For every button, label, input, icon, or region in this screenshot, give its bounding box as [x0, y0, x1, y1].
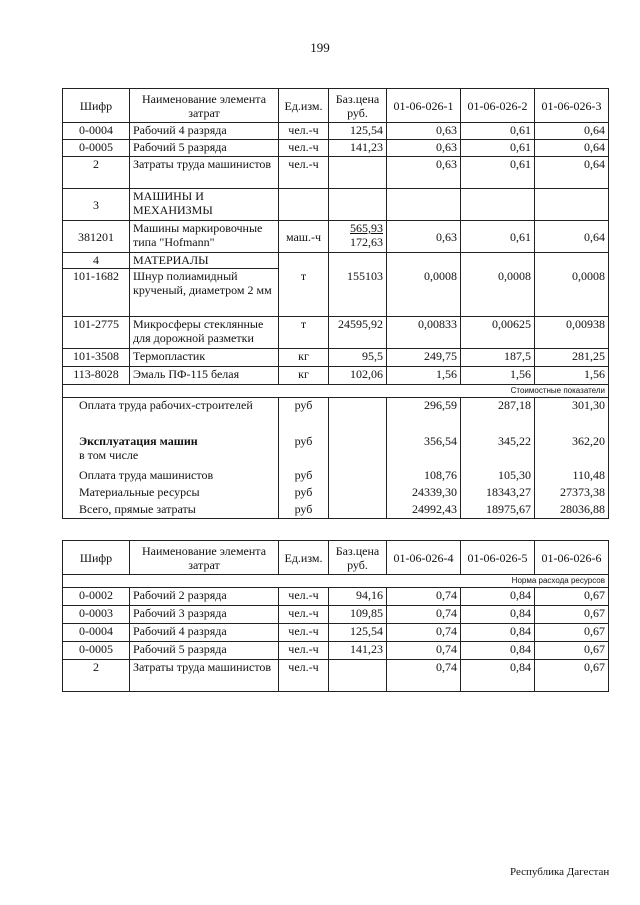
section-code: 4 — [63, 253, 130, 269]
column-header-code: Шифр — [63, 89, 130, 123]
table-row — [63, 349, 609, 367]
empty-cell — [329, 189, 387, 221]
resource-table-2 — [62, 540, 609, 692]
row-price: 109,85 — [329, 606, 387, 624]
summary-row — [63, 468, 609, 485]
row-code: 0-0005 — [63, 642, 130, 660]
empty-cell — [535, 189, 609, 221]
column-header-norm-3: 01-06-026-3 — [535, 89, 609, 123]
summary-label: Материальные ресурсы — [63, 485, 279, 502]
empty-cell — [329, 468, 387, 485]
summary-unit: руб — [279, 398, 329, 434]
empty-cell — [387, 253, 461, 269]
row-name: Термопластик — [130, 349, 279, 367]
table-row — [63, 140, 609, 157]
row-value-3: 0,67 — [535, 624, 609, 642]
empty-cell — [329, 434, 387, 468]
row-value-2: 0,84 — [461, 642, 535, 660]
row-price: 141,23 — [329, 140, 387, 157]
column-header-name: Наименование элемента затрат — [130, 541, 279, 575]
row-name: Затраты труда машинистов — [130, 660, 279, 692]
section-header-row — [63, 253, 609, 269]
row-value-2: 0,61 — [461, 157, 535, 189]
table-header-row — [63, 541, 609, 575]
row-code: 0-0005 — [63, 140, 130, 157]
resource-table-1 — [62, 88, 609, 519]
row-value-2: 0,84 — [461, 660, 535, 692]
row-value-3: 1,56 — [535, 367, 609, 385]
row-unit: маш.-ч — [279, 221, 329, 253]
row-value-1: 0,74 — [387, 606, 461, 624]
row-value-1: 0,63 — [387, 140, 461, 157]
section-header-row — [63, 189, 609, 221]
row-unit: кг — [279, 367, 329, 385]
row-value-1: 0,74 — [387, 588, 461, 606]
row-value-3: 0,67 — [535, 660, 609, 692]
row-code: 0-0004 — [63, 123, 130, 140]
row-code: 113-8028 — [63, 367, 130, 385]
row-unit: т — [279, 269, 329, 317]
row-price: 102,06 — [329, 367, 387, 385]
row-value-2: 0,84 — [461, 606, 535, 624]
summary-value-1: 108,76 — [387, 468, 461, 485]
table-row — [63, 660, 609, 692]
section-title: МАТЕРИАЛЫ — [130, 253, 279, 269]
row-value-1: 0,00833 — [387, 317, 461, 349]
empty-cell — [461, 189, 535, 221]
summary-row — [63, 485, 609, 502]
summary-value-2: 345,22 — [461, 434, 535, 468]
row-name: Рабочий 5 разряда — [130, 140, 279, 157]
row-unit: чел.-ч — [279, 624, 329, 642]
summary-value-1: 296,59 — [387, 398, 461, 434]
table-row — [63, 317, 609, 349]
row-value-3: 0,64 — [535, 123, 609, 140]
row-value-2: 0,00625 — [461, 317, 535, 349]
empty-cell — [329, 398, 387, 434]
summary-value-3: 27373,38 — [535, 485, 609, 502]
row-price: 95,5 — [329, 349, 387, 367]
empty-cell — [329, 502, 387, 519]
row-unit: чел.-ч — [279, 157, 329, 189]
table-row — [63, 221, 609, 253]
row-code: 2 — [63, 157, 130, 189]
summary-row — [63, 434, 609, 468]
column-header-unit: Ед.изм. — [279, 89, 329, 123]
row-value-1: 0,63 — [387, 123, 461, 140]
row-value-2: 0,61 — [461, 140, 535, 157]
summary-label: Оплата труда машинистов — [63, 468, 279, 485]
section-code: 3 — [63, 189, 130, 221]
row-price: 155103 — [329, 269, 387, 317]
summary-value-3: 301,30 — [535, 398, 609, 434]
row-price: 94,16 — [329, 588, 387, 606]
row-code: 101-3508 — [63, 349, 130, 367]
table-row — [63, 642, 609, 660]
row-value-3: 0,00938 — [535, 317, 609, 349]
summary-label: Всего, прямые затраты — [63, 502, 279, 519]
row-value-3: 0,64 — [535, 157, 609, 189]
row-price — [329, 660, 387, 692]
summary-value-3: 110,48 — [535, 468, 609, 485]
row-value-3: 0,67 — [535, 642, 609, 660]
row-price — [329, 221, 387, 253]
table-row — [63, 624, 609, 642]
table-row — [63, 123, 609, 140]
column-header-price: Баз.цена руб. — [329, 89, 387, 123]
caption-row — [63, 575, 609, 588]
summary-value-1: 24992,43 — [387, 502, 461, 519]
row-unit: чел.-ч — [279, 660, 329, 692]
row-unit: чел.-ч — [279, 642, 329, 660]
norm-caption: Норма расхода ресурсов — [63, 575, 609, 588]
summary-sublabel: в том числе — [79, 447, 139, 462]
summary-value-1: 356,54 — [387, 434, 461, 468]
row-value-1: 0,74 — [387, 660, 461, 692]
row-unit: чел.-ч — [279, 606, 329, 624]
empty-cell — [329, 485, 387, 502]
summary-value-3: 28036,88 — [535, 502, 609, 519]
row-price: 125,54 — [329, 624, 387, 642]
row-name: Рабочий 4 разряда — [130, 624, 279, 642]
row-unit: кг — [279, 349, 329, 367]
row-price-underlined: 565,93 — [350, 221, 383, 235]
row-code: 101-2775 — [63, 317, 130, 349]
row-unit: чел.-ч — [279, 588, 329, 606]
empty-cell — [329, 253, 387, 269]
row-value-2: 0,0008 — [461, 269, 535, 317]
summary-value-2: 18975,67 — [461, 502, 535, 519]
empty-cell — [535, 253, 609, 269]
column-header-price: Баз.цена руб. — [329, 541, 387, 575]
column-header-norm-1: 01-06-026-1 — [387, 89, 461, 123]
row-value-1: 1,56 — [387, 367, 461, 385]
summary-value-3: 362,20 — [535, 434, 609, 468]
row-value-1: 0,0008 — [387, 269, 461, 317]
row-code: 0-0003 — [63, 606, 130, 624]
row-value-1: 0,74 — [387, 642, 461, 660]
table-row — [63, 269, 609, 317]
page-footer: Республика Дагестан — [510, 866, 610, 878]
table-row — [63, 588, 609, 606]
row-name: Рабочий 3 разряда — [130, 606, 279, 624]
row-value-2: 0,84 — [461, 624, 535, 642]
summary-value-1: 24339,30 — [387, 485, 461, 502]
summary-label: Эксплуатация машин — [79, 433, 198, 448]
summary-label: Оплата труда рабочих-строителей — [63, 398, 279, 434]
row-value-1: 0,74 — [387, 624, 461, 642]
table-header-row — [63, 89, 609, 123]
row-value-1: 0,63 — [387, 157, 461, 189]
summary-unit: руб — [279, 502, 329, 519]
column-header-norm-2: 01-06-026-2 — [461, 89, 535, 123]
row-name: Эмаль ПФ-115 белая — [130, 367, 279, 385]
empty-cell — [279, 189, 329, 221]
summary-row — [63, 398, 609, 434]
empty-cell — [279, 253, 329, 269]
summary-unit: руб — [279, 468, 329, 485]
summary-value-2: 18343,27 — [461, 485, 535, 502]
summary-label-cell — [63, 434, 279, 468]
row-value-3: 281,25 — [535, 349, 609, 367]
row-price — [329, 157, 387, 189]
row-code: 0-0002 — [63, 588, 130, 606]
caption-row — [63, 385, 609, 398]
column-header-name: Наименование элемента затрат — [130, 89, 279, 123]
row-code: 0-0004 — [63, 624, 130, 642]
row-code: 101-1682 — [63, 269, 130, 317]
row-name: Затраты труда машинистов — [130, 157, 279, 189]
table-row — [63, 367, 609, 385]
row-value-1: 249,75 — [387, 349, 461, 367]
row-value-2: 0,61 — [461, 221, 535, 253]
column-header-norm-1: 01-06-026-4 — [387, 541, 461, 575]
row-value-2: 0,84 — [461, 588, 535, 606]
row-value-1: 0,63 — [387, 221, 461, 253]
row-value-3: 0,67 — [535, 588, 609, 606]
row-unit: чел.-ч — [279, 140, 329, 157]
row-name: Рабочий 2 разряда — [130, 588, 279, 606]
summary-value-2: 105,30 — [461, 468, 535, 485]
row-value-3: 0,64 — [535, 140, 609, 157]
row-value-3: 0,67 — [535, 606, 609, 624]
row-value-3: 0,0008 — [535, 269, 609, 317]
section-title: МАШИНЫ И МЕХАНИЗМЫ — [130, 189, 279, 221]
row-name: Рабочий 4 разряда — [130, 123, 279, 140]
summary-unit: руб — [279, 485, 329, 502]
summary-value-2: 287,18 — [461, 398, 535, 434]
table-row — [63, 606, 609, 624]
cost-indicators-caption: Стоимостные показатели — [63, 385, 609, 398]
page-number: 199 — [310, 40, 330, 55]
empty-cell — [387, 189, 461, 221]
table-row — [63, 157, 609, 189]
row-price: 125,54 — [329, 123, 387, 140]
row-name: Рабочий 5 разряда — [130, 642, 279, 660]
summary-unit: руб — [279, 434, 329, 468]
row-unit: чел.-ч — [279, 123, 329, 140]
column-header-code: Шифр — [63, 541, 130, 575]
column-header-unit: Ед.изм. — [279, 541, 329, 575]
row-name: Микросферы стеклянные для дорожной разметки — [130, 317, 279, 349]
row-value-3: 0,64 — [535, 221, 609, 253]
row-price: 141,23 — [329, 642, 387, 660]
row-code: 2 — [63, 660, 130, 692]
column-header-norm-2: 01-06-026-5 — [461, 541, 535, 575]
row-price-secondary: 172,63 — [350, 235, 383, 249]
row-price: 24595,92 — [329, 317, 387, 349]
summary-row — [63, 502, 609, 519]
empty-cell — [461, 253, 535, 269]
row-name: Машины маркировочные типа "Hofmann" — [130, 221, 279, 253]
column-header-norm-3: 01-06-026-6 — [535, 541, 609, 575]
row-value-2: 1,56 — [461, 367, 535, 385]
row-value-2: 187,5 — [461, 349, 535, 367]
row-code: 381201 — [63, 221, 130, 253]
row-unit: т — [279, 317, 329, 349]
row-name: Шнур полиамидный крученый, диаметром 2 мм — [130, 269, 279, 317]
row-value-2: 0,61 — [461, 123, 535, 140]
